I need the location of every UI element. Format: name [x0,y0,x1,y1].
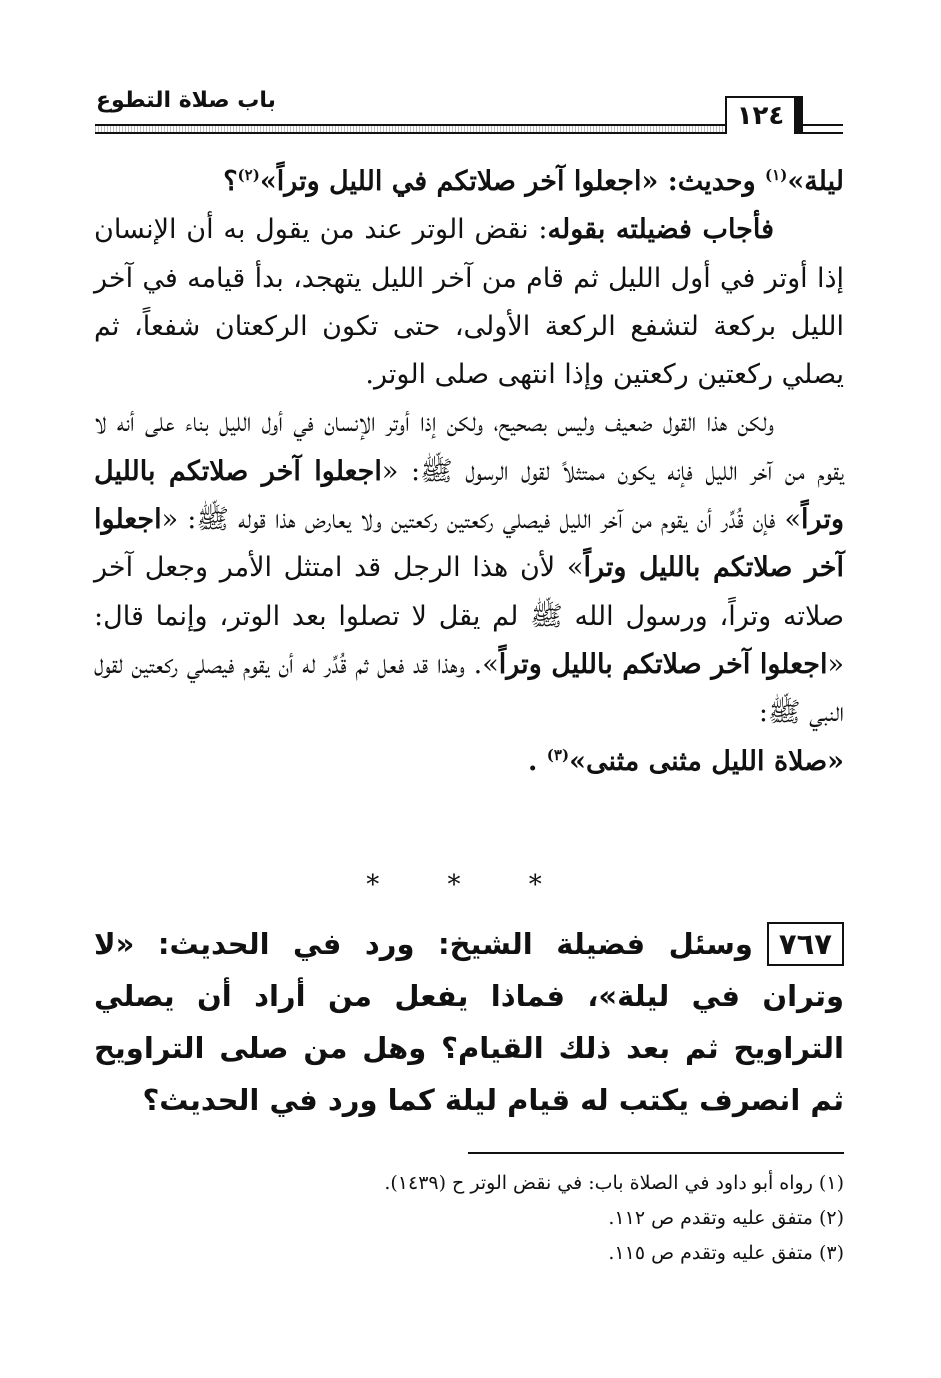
footnotes [94,1166,844,1271]
page-number: ١٢٤ [725,96,803,134]
header-rule-right [803,124,843,134]
text-fragment: ليلة» [787,166,844,197]
section-separator: * * * [366,870,572,900]
text-fragment: « [827,745,844,777]
text-fragment: . [527,745,547,777]
hadith-quote: اجعلوا آخر صلاتكم بالليل وتراً [94,504,844,584]
hadith-quote: صلاة الليل مثنى مثنى [585,745,828,777]
footnote-2: (٢) متفق عليه وتقدم ص ١١٢. [608,1207,844,1229]
text-fragment: ؟ [223,166,238,197]
footnote-marker-3: (٣) [546,745,570,764]
answer-lead: فأجاب فضيلته بقوله [547,214,774,246]
paragraph-text: ». وهذا قد فعل ثم قُدِّر له أن يقوم فيصلي ركعتين لقول النبي ﷺ: [94,648,844,729]
header-rule [95,124,795,134]
question-number: ٧٦٧ [767,922,844,966]
paragraph-text: » فإن قُدِّر أن يقوم من آخر الليل فيصلي ركعتين ركعتين ولا يعارض هذا قوله ﷺ: « [161,504,802,536]
answer-paragraph-1 [94,206,844,399]
hadith-quote: اجعلوا آخر صلاتكم بالليل وتراً [94,455,844,536]
footnote-marker-2: (٢) [237,166,260,184]
text-fragment: وحديث: « [641,166,766,197]
footnote-rule [468,1152,844,1154]
paragraph-text: » لأن هذا الرجل قد امتثل الأمر وجعل آخر صلاته وتراً، ورسول الله ﷺ لم يقل لا تصلوا بعد الوتر، وإنما قال: « [94,552,844,680]
paragraph-text: ولكن هذا القول ضعيف وليس بصحيح، ولكن إذا أوتر الإنسان في أول الليل بناء على أنه لا يقوم من آخر الليل فإنه يكون ممتثلاً لقول الرسول ﷺ: « [94,407,845,487]
continuation-line [94,158,844,206]
hadith-quote: اجعلوا آخر صلاتكم في الليل وتراً [276,166,642,197]
hadith-last-line [94,738,844,786]
footnote-1: (١) رواه أبو داود في الصلاة باب: في نقض الوتر ح (١٤٣٩). [384,1172,844,1194]
question-text: وسئل فضيلة الشيخ: ورد في الحديث: «لا وتران في ليلة»، فماذا يفعل من أراد أن يصلي التراويح ثم بعد ذلك القيام؟ وهل من صلى التراويح ثم انصرف يكتب له قيام ليلة كما ورد في الحديث؟ [94,927,844,1117]
text-fragment: » [259,166,277,197]
footnote-3: (٣) متفق عليه وتقدم ص ١١٥. [608,1242,844,1264]
footnote-marker-1: (١) [765,166,788,184]
text-fragment: » [569,745,586,777]
hadith-quote: اجعلوا آخر صلاتكم بالليل وتراً [498,648,828,680]
chapter-title: باب صلاة التطوع [96,88,276,113]
answer-paragraph-2 [94,399,844,737]
question-block [94,918,844,1126]
answer-text [94,158,844,786]
paragraph-text: : نقض الوتر عند من يقول به أن الإنسان إذا أوتر في أول الليل ثم قام من آخر الليل يتهجد، بدأ قيامه في آخر الليل بركعة لتشفع الركعة الأولى، حتى تكون الركعتان شفعاً، ثم يصلي ركعتين ركعتين وإذا انتهى صلى الوتر. [94,214,844,391]
